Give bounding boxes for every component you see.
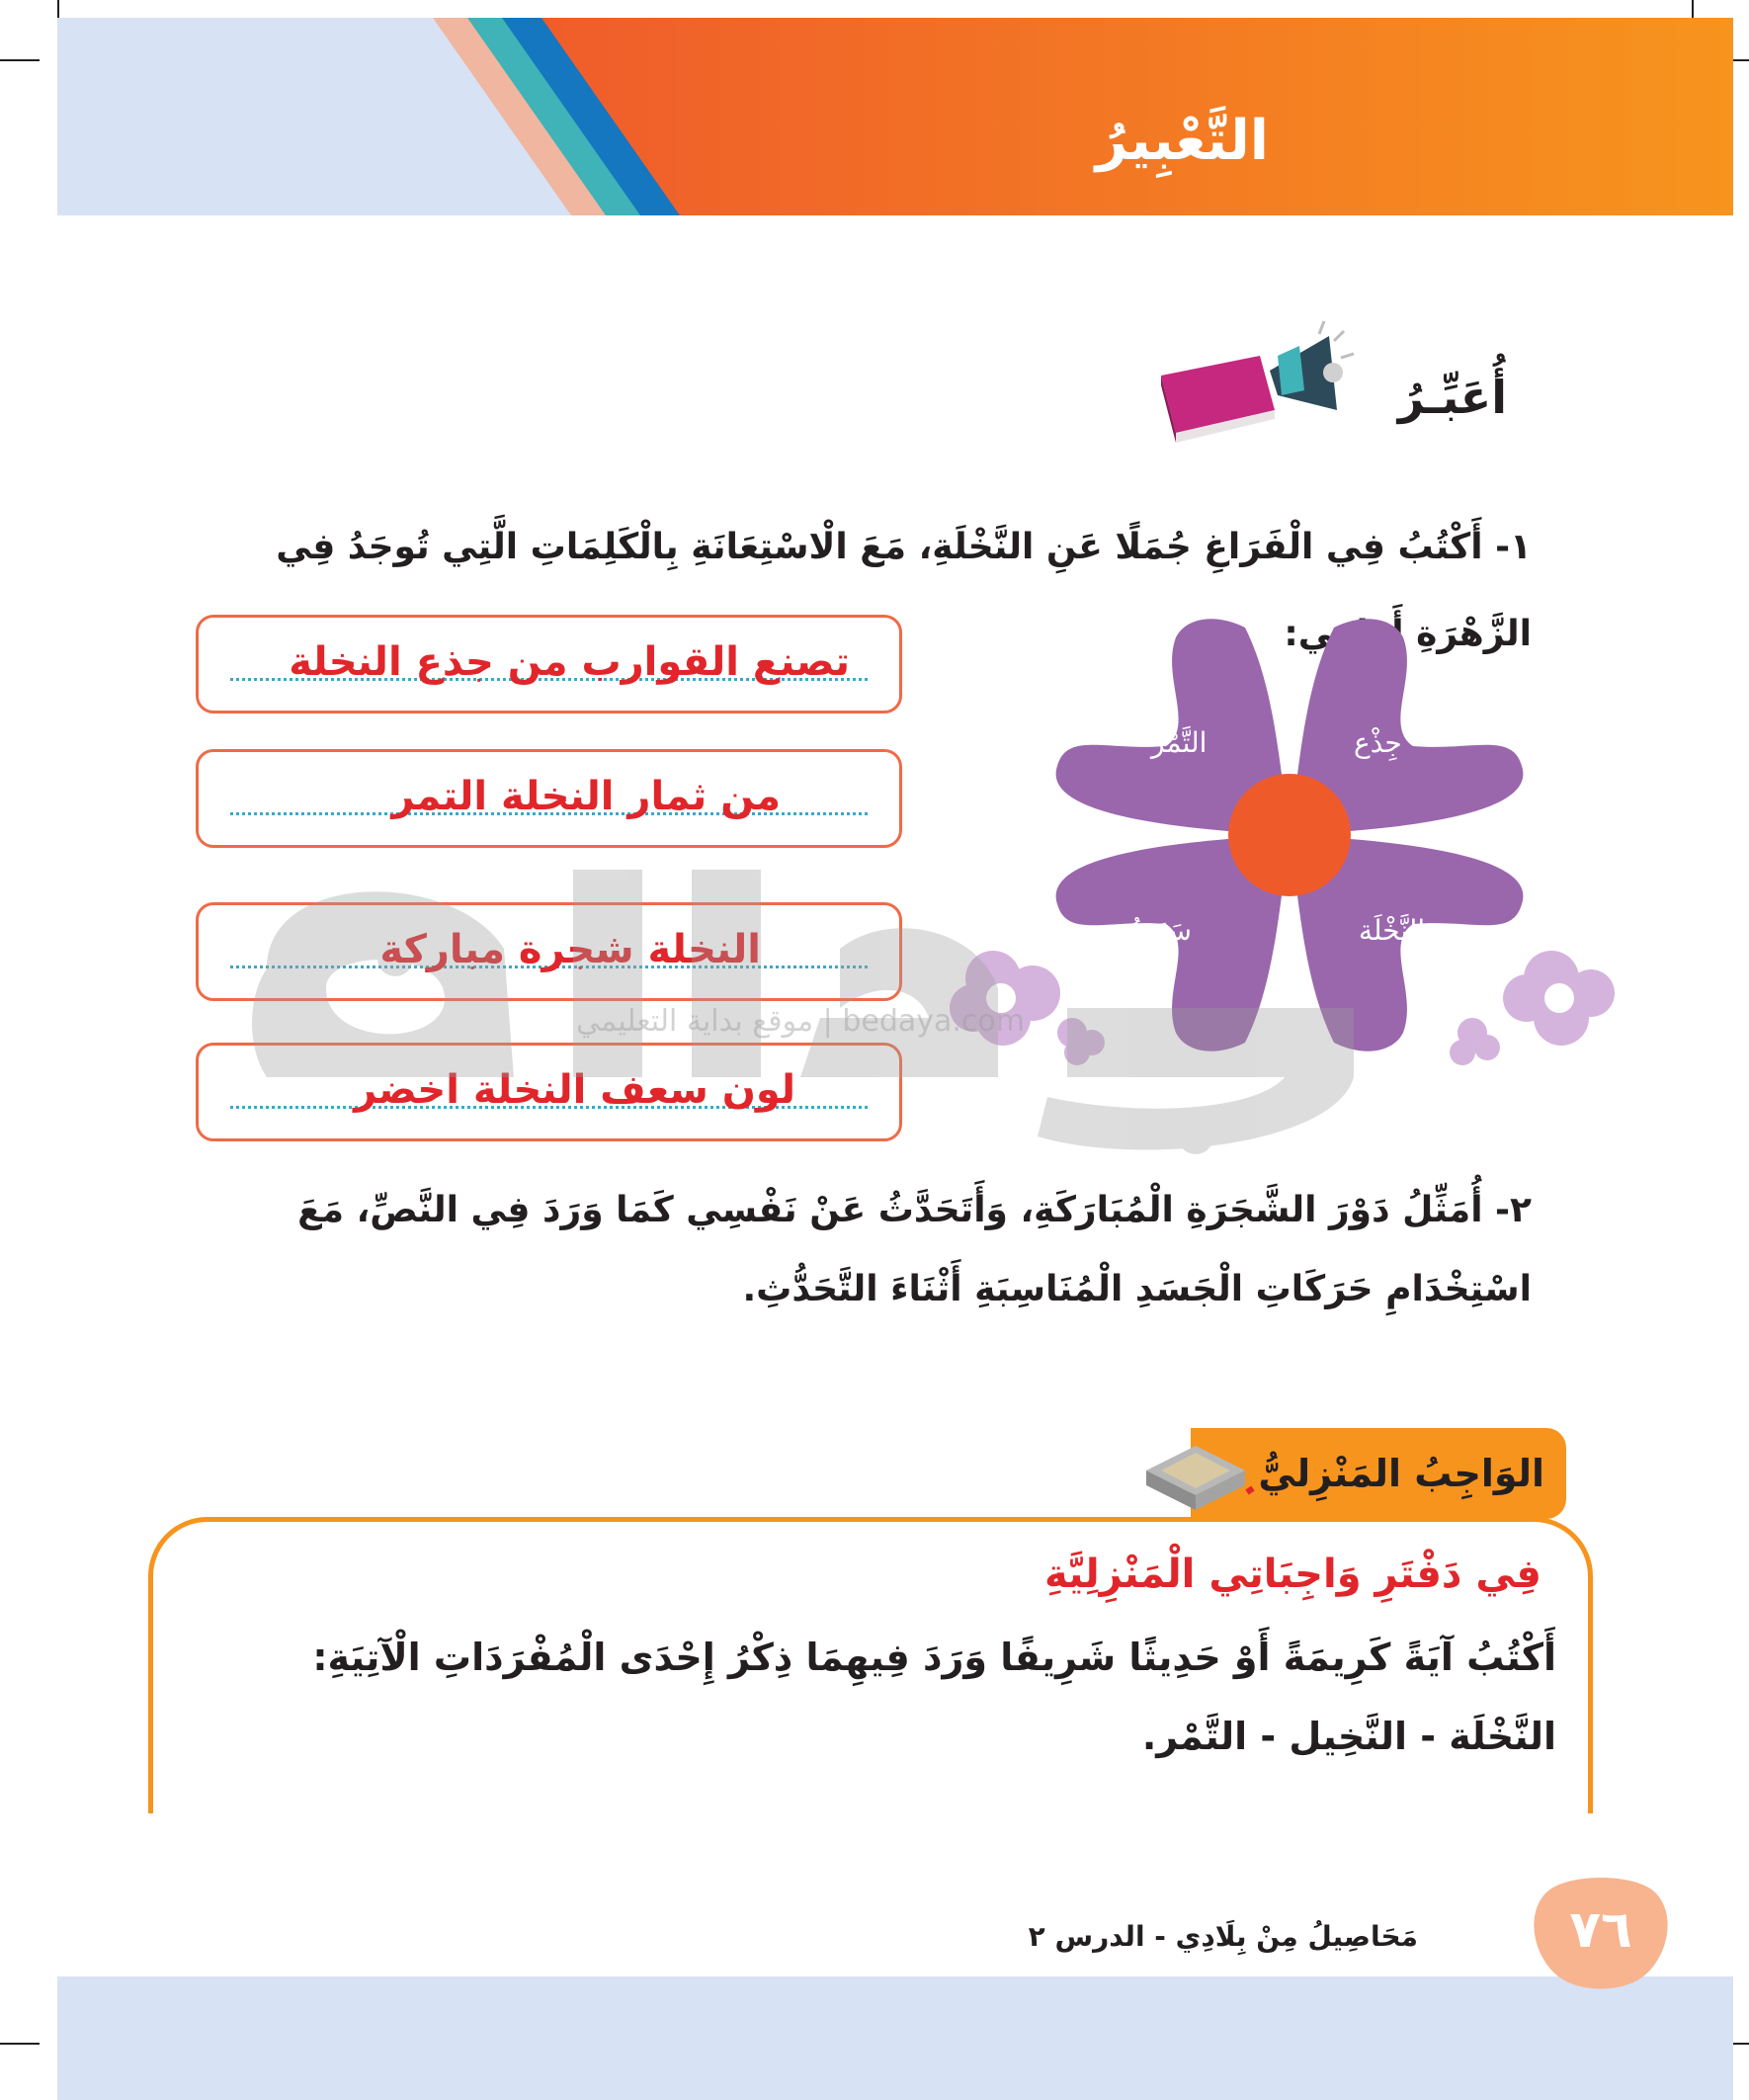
petal-label: النَّخْلَة bbox=[1359, 914, 1426, 947]
page-title: التَّعْبِيرُ bbox=[1095, 109, 1269, 173]
crop-mark bbox=[0, 2043, 40, 2045]
decorative-flowers bbox=[1443, 939, 1621, 1067]
flower-center bbox=[1228, 774, 1351, 896]
homework-tab-label: الوَاجِبُ المَنْزِليُّ bbox=[1258, 1452, 1544, 1495]
homework-instruction: أَكْتُبُ آيَةً كَرِيمَةً أَوْ حَدِيثًا شَرِيفًا وَرَدَ فِيهِمَا ذِكْرُ إِحْدَى الْمُفْرَدَاتِ الْآتِيَةِ: bbox=[312, 1636, 1556, 1679]
header-banner bbox=[57, 18, 1733, 215]
page-number-badge bbox=[1527, 1873, 1675, 1991]
notebook-pencil-icon bbox=[1136, 1431, 1255, 1520]
petal-label: سَعَفُ bbox=[1126, 914, 1192, 947]
homework-words: النَّخْلَة - النَّخِيل - التَّمْر. bbox=[1141, 1715, 1556, 1758]
answer-box[interactable] bbox=[196, 902, 902, 1001]
crop-mark bbox=[0, 59, 40, 61]
page-number: ٧٦ bbox=[1569, 1900, 1632, 1960]
answer-text: تصنع القوارب من جذع النخلة bbox=[289, 639, 850, 685]
question-2: ٢- أُمَثِّلُ دَوْرَ الشَّجَرَةِ الْمُبَارَكَةِ، وَأَتَحَدَّثُ عَنْ نَفْسِي كَمَا وَرَدَ فِي النَّصِّ، مَعَ اسْتِخْدَامِ حَرَكَاتِ الْجَسَدِ الْمُنَاسِبَةِ أَثْنَاءَ التَّحَدُّثِ. bbox=[297, 1190, 1532, 1309]
answer-text: لون سعف النخلة اخضر bbox=[354, 1067, 795, 1113]
footer-band bbox=[57, 1976, 1733, 2100]
answer-box[interactable] bbox=[196, 749, 902, 848]
question-1: ١- أَكْتُبُ فِي الْفَرَاغِ جُمَلًا عَنِ النَّخْلَةِ، مَعَ الْاسْتِعَانَةِ بِالْكَلِمَاتِ الَّتِي تُوجَدُ فِي الزَّهْرَةِ أَمَامِي: bbox=[276, 527, 1532, 654]
decorative-flowers bbox=[934, 939, 1112, 1067]
petal-label: التَّمْر bbox=[1151, 726, 1208, 759]
footer-lesson-title: مَحَاصِيلُ مِنْ بِلَادِي - الدرس ٢ bbox=[1028, 1920, 1418, 1953]
answer-text: من ثمار النخلة التمر bbox=[391, 774, 781, 819]
homework-subtitle: فِي دَفْتَرِ وَاجِبَاتِي الْمَنْزِلِيَّةِ bbox=[1044, 1552, 1541, 1597]
petal-label: جِذْع bbox=[1354, 726, 1402, 759]
watermark-url: موقع بداية التعليمي | bedaya.com bbox=[575, 1004, 1026, 1039]
answer-box[interactable] bbox=[196, 615, 902, 714]
answer-box[interactable] bbox=[196, 1043, 902, 1141]
answer-text: النخلة شجرة مباركة bbox=[379, 927, 761, 972]
book-megaphone-icon bbox=[1161, 316, 1359, 445]
section-title: أُعَبِّـرُ bbox=[1397, 371, 1507, 424]
